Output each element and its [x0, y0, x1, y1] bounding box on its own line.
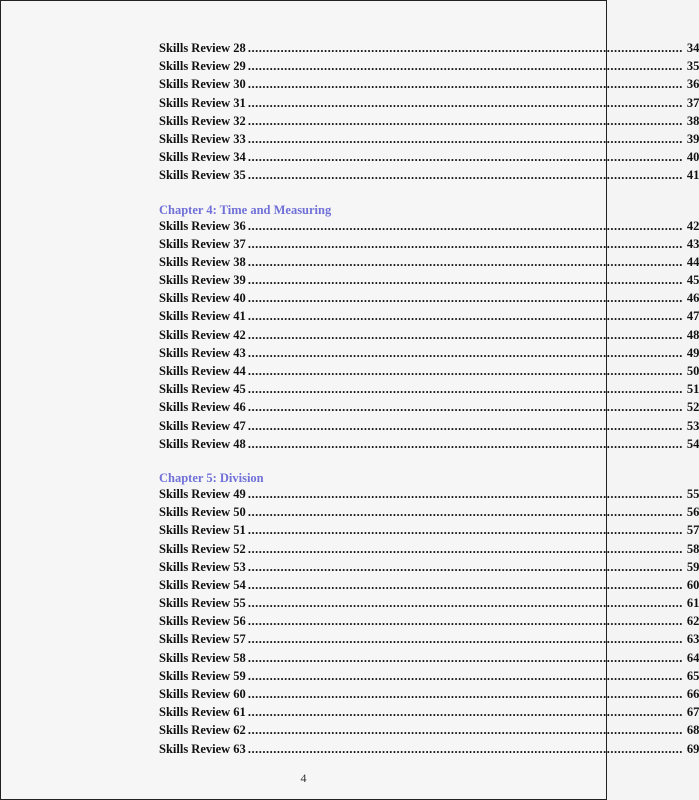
dot-leader: ........................................................................................................................: [247, 236, 683, 251]
chapter-heading: Chapter 5: Division: [159, 470, 264, 485]
toc-entry-page: 34: [686, 41, 699, 55]
toc-entry: [159, 632, 699, 650]
toc-entry-label: Skills Review 53: [159, 559, 246, 574]
toc-entry-label: Skills Review 62: [159, 723, 246, 738]
dot-leader: ........................................................................................................................: [247, 687, 683, 701]
toc-entry: [159, 687, 699, 705]
toc-entry: [159, 400, 699, 418]
toc-entry: [159, 523, 699, 541]
dot-leader: ........................................................................................................................: [247, 632, 683, 647]
toc-entry: [159, 614, 699, 632]
toc-entry-label: Skills Review 35: [159, 168, 246, 183]
toc-entry: [159, 596, 699, 614]
dot-leader: ........................................................................................................................: [247, 418, 683, 433]
dot-leader: ........................................................................................................................: [247, 273, 683, 288]
dot-leader: ........................................................................................................................: [247, 345, 683, 360]
dot-leader: ........................................................................................................................: [247, 741, 683, 756]
toc-entry-page: 68: [686, 723, 699, 738]
toc-entry-page: 53: [686, 418, 699, 433]
dot-leader: ........................................................................................................................: [247, 309, 683, 324]
toc-entry-label: Skills Review 46: [159, 400, 246, 415]
dot-leader: ........................................................................................................................: [247, 705, 683, 720]
toc-entry: [159, 327, 699, 346]
toc-entry-label: Skills Review 43: [159, 345, 246, 360]
table-of-contents: [159, 41, 699, 760]
dot-leader: ........................................................................................................................: [247, 382, 683, 397]
toc-entry: [159, 668, 699, 687]
dot-leader: ........................................................................................................................: [247, 59, 683, 74]
toc-entry-label: Skills Review 30: [159, 77, 246, 92]
toc-entry-page: 48: [686, 327, 699, 342]
toc-entry: [159, 131, 699, 150]
dot-leader: ........................................................................................................................: [247, 723, 683, 738]
toc-entry: [159, 218, 699, 237]
toc-entry-page: 55: [686, 486, 699, 501]
toc-entry-label: Skills Review 45: [159, 382, 246, 397]
toc-entry: [159, 541, 699, 560]
toc-entry-label: Skills Review 54: [159, 577, 246, 592]
toc-entry: [159, 559, 699, 578]
toc-entry: [159, 705, 699, 723]
toc-entry: [159, 382, 699, 400]
toc-entry: [159, 291, 699, 309]
toc-entry-page: 60: [686, 577, 699, 592]
toc-entry: [159, 650, 699, 669]
dot-leader: ........................................................................................................................: [247, 436, 683, 451]
toc-entry-page: 56: [686, 505, 699, 520]
toc-entry-label: Skills Review 32: [159, 113, 246, 128]
toc-entry-label: Skills Review 51: [159, 523, 246, 538]
toc-entry-page: 51: [686, 382, 699, 397]
dot-leader: ........................................................................................................................: [247, 254, 683, 269]
toc-entry: [159, 77, 699, 95]
toc-entry-page: 42: [686, 218, 699, 233]
toc-entry: [159, 273, 699, 291]
toc-entry-page: 43: [686, 236, 699, 251]
toc-entry-page: 38: [686, 113, 699, 128]
toc-entry-label: Skills Review 44: [159, 364, 246, 378]
toc-entry: [159, 254, 699, 273]
toc-entry-page: 64: [686, 650, 699, 665]
toc-entry: [159, 723, 699, 741]
toc-entry-page: 41: [686, 168, 699, 183]
toc-entry-label: Skills Review 56: [159, 614, 246, 629]
toc-entry-label: Skills Review 40: [159, 291, 246, 306]
toc-entry-label: Skills Review 49: [159, 486, 246, 501]
toc-entry: [159, 486, 699, 505]
dot-leader: ........................................................................................................................: [247, 168, 683, 183]
toc-entry-page: 65: [686, 668, 699, 683]
toc-entry: [159, 95, 699, 114]
dot-leader: ........................................................................................................................: [247, 596, 683, 611]
dot-leader: ........................................................................................................................: [247, 41, 683, 55]
toc-entry-label: Skills Review 55: [159, 596, 246, 611]
toc-entry-label: Skills Review 34: [159, 150, 246, 165]
toc-entry-page: 45: [686, 273, 699, 288]
toc-entry: [159, 236, 699, 255]
toc-entry-page: 62: [686, 614, 699, 629]
toc-entry-page: 63: [686, 632, 699, 647]
dot-leader: ........................................................................................................................: [247, 291, 683, 306]
toc-entry-label: Skills Review 63: [159, 741, 246, 756]
toc-entry-page: 35: [686, 59, 699, 74]
toc-entry-label: Skills Review 57: [159, 632, 246, 647]
toc-entry-page: 61: [686, 596, 699, 611]
dot-leader: ........................................................................................................................: [247, 218, 683, 233]
dot-leader: ........................................................................................................................: [247, 400, 683, 415]
dot-leader: ........................................................................................................................: [247, 523, 683, 538]
toc-entry-page: 50: [686, 364, 699, 378]
toc-entry-label: Skills Review 47: [159, 418, 246, 433]
toc-entry-label: Skills Review 41: [159, 309, 246, 324]
toc-entry-page: 44: [686, 254, 699, 269]
toc-entry-page: 57: [686, 523, 699, 538]
toc-entry-label: Skills Review 36: [159, 218, 246, 233]
toc-entry: [159, 364, 699, 382]
toc-entry: [159, 345, 699, 364]
toc-entry-label: Skills Review 59: [159, 668, 246, 683]
toc-entry-label: Skills Review 31: [159, 95, 246, 110]
toc-entry-page: 49: [686, 345, 699, 360]
toc-entry-page: 47: [686, 309, 699, 324]
toc-entry: [159, 577, 699, 596]
toc-entry: [159, 113, 699, 132]
toc-entry-page: 54: [686, 436, 699, 451]
toc-entry-label: Skills Review 60: [159, 687, 246, 701]
toc-entry-label: Skills Review 48: [159, 436, 246, 451]
toc-entry-label: Skills Review 33: [159, 131, 246, 146]
toc-entry-page: 40: [686, 150, 699, 165]
toc-entry: [159, 150, 699, 168]
toc-entry-page: 69: [686, 741, 699, 756]
toc-entry-label: Skills Review 50: [159, 505, 246, 520]
toc-entry: [159, 59, 699, 77]
toc-entry-label: Skills Review 58: [159, 650, 246, 665]
toc-entry-label: Skills Review 38: [159, 254, 246, 269]
dot-leader: ........................................................................................................................: [247, 327, 683, 342]
toc-entry-page: 37: [686, 95, 699, 110]
dot-leader: ........................................................................................................................: [247, 577, 683, 592]
toc-entry-label: Skills Review 37: [159, 236, 246, 251]
dot-leader: ........................................................................................................................: [247, 77, 683, 92]
toc-entry-page: 66: [686, 687, 699, 701]
toc-entry-label: Skills Review 61: [159, 705, 246, 720]
toc-entry-page: 46: [686, 291, 699, 306]
toc-entry-label: Skills Review 42: [159, 327, 246, 342]
toc-entry: [159, 309, 699, 327]
dot-leader: ........................................................................................................................: [247, 541, 683, 556]
dot-leader: ........................................................................................................................: [247, 486, 683, 501]
toc-entry-label: Skills Review 29: [159, 59, 246, 74]
toc-entry: [159, 418, 699, 437]
dot-leader: ........................................................................................................................: [247, 113, 683, 128]
dot-leader: ........................................................................................................................: [247, 505, 683, 520]
toc-entry-page: 52: [686, 400, 699, 415]
toc-entry-page: 67: [686, 705, 699, 720]
toc-entry-page: 39: [686, 131, 699, 146]
dot-leader: ........................................................................................................................: [247, 150, 683, 165]
toc-entry-page: 36: [686, 77, 699, 92]
page-number: 4: [300, 771, 307, 785]
toc-entry-page: 58: [686, 541, 699, 556]
dot-leader: ........................................................................................................................: [247, 559, 683, 574]
dot-leader: ........................................................................................................................: [247, 614, 683, 629]
toc-entry: [159, 741, 699, 760]
dot-leader: ........................................................................................................................: [247, 668, 683, 683]
toc-entry: [159, 168, 699, 186]
toc-entry-label: Skills Review 28: [159, 41, 246, 55]
dot-leader: ........................................................................................................................: [247, 95, 683, 110]
toc-entry: [159, 436, 699, 455]
toc-entry: [159, 41, 699, 59]
toc-entry-label: Skills Review 39: [159, 273, 246, 288]
dot-leader: ........................................................................................................................: [247, 364, 683, 378]
dot-leader: ........................................................................................................................: [247, 650, 683, 665]
dot-leader: ........................................................................................................................: [247, 131, 683, 146]
chapter-heading: Chapter 4: Time and Measuring: [159, 202, 332, 217]
toc-entry: [159, 505, 699, 523]
toc-entry-page: 59: [686, 559, 699, 574]
toc-entry-label: Skills Review 52: [159, 541, 246, 556]
